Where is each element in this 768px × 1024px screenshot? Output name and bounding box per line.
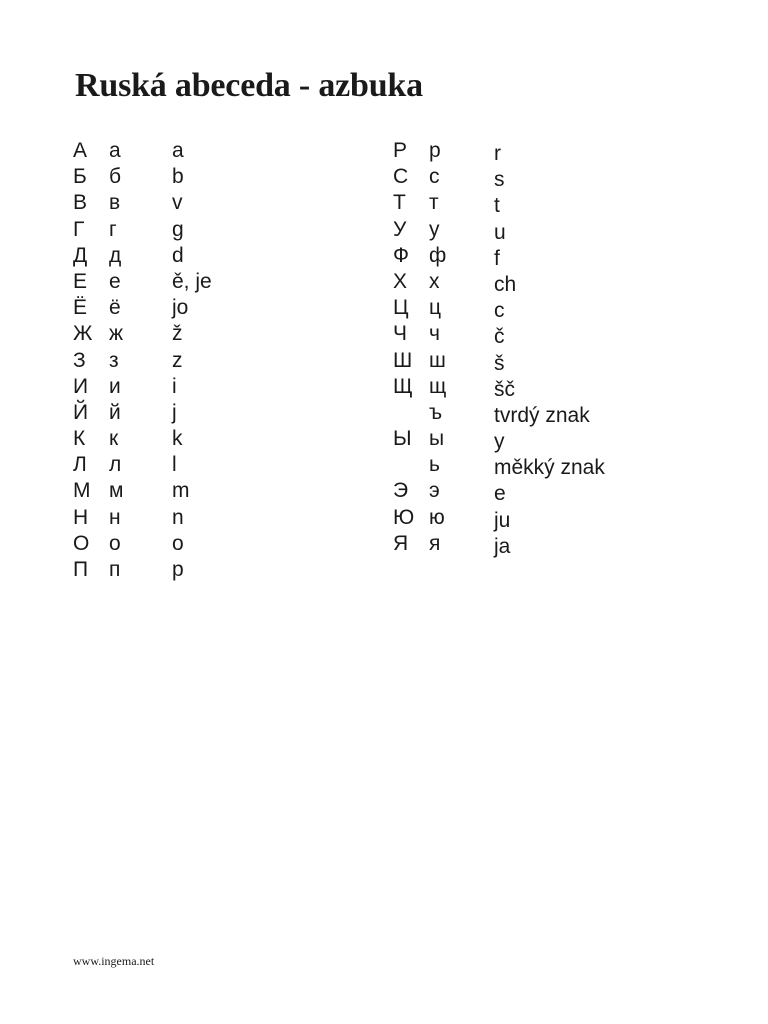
- uppercase-letter: Н: [73, 505, 89, 529]
- uppercase-letter: Ч: [393, 322, 407, 346]
- uppercase-letter: В: [73, 191, 88, 215]
- footer-url: www.ingema.net: [73, 954, 155, 968]
- lowercase-letter: е: [109, 269, 121, 293]
- transliteration: z: [172, 348, 183, 372]
- uppercase-letter: Г: [73, 217, 85, 241]
- lowercase-letter: д: [109, 243, 122, 267]
- uppercase-letter: Л: [73, 453, 87, 477]
- uppercase-letter: Ё: [73, 296, 88, 320]
- transliteration: p: [172, 558, 184, 581]
- lowercase-letter: к: [109, 427, 119, 451]
- lowercase-letter: о: [109, 531, 121, 555]
- transliteration: k: [172, 427, 183, 451]
- lowercase-letter: щ: [429, 374, 447, 398]
- transliteration: o: [172, 531, 184, 555]
- lowercase-letter: п: [109, 558, 121, 581]
- lowercase-letter: с: [429, 165, 440, 189]
- lowercase-letter: ю: [429, 505, 445, 529]
- transliteration: t: [494, 194, 500, 218]
- transliteration: č: [494, 325, 505, 349]
- transliteration: b: [172, 165, 184, 189]
- transliteration: e: [494, 482, 506, 506]
- uppercase-letter: Ц: [393, 296, 409, 320]
- lowercase-letter: я: [429, 531, 441, 555]
- uppercase-letter: Х: [393, 269, 408, 293]
- transliteration: v: [172, 191, 183, 215]
- transliteration: tvrdý znak: [494, 403, 590, 427]
- page-title: Ruská abeceda - azbuka: [75, 67, 423, 104]
- uppercase-letter: Е: [73, 269, 88, 293]
- transliteration: u: [494, 220, 506, 244]
- transliteration: ch: [494, 272, 517, 296]
- lowercase-letter: ф: [429, 243, 447, 267]
- transliteration: š: [494, 351, 505, 375]
- lowercase-letter: ц: [429, 296, 442, 320]
- uppercase-letter: Ы: [393, 427, 412, 451]
- transliteration: měkký znak: [494, 456, 605, 480]
- transliteration: i: [172, 374, 177, 398]
- uppercase-letter: Ф: [393, 243, 409, 267]
- uppercase-letter: И: [73, 374, 89, 398]
- lowercase-letter: ж: [109, 322, 124, 346]
- lowercase-letter: л: [109, 453, 122, 477]
- uppercase-letter: М: [73, 479, 91, 503]
- transliteration: jo: [172, 296, 189, 320]
- uppercase-letter: У: [393, 217, 407, 241]
- lowercase-letter: в: [109, 191, 121, 215]
- uppercase-letter: Й: [73, 400, 89, 424]
- uppercase-letter: Д: [73, 243, 88, 267]
- lowercase-letter: ё: [109, 296, 121, 320]
- transliteration: šč: [494, 377, 515, 401]
- transliteration: l: [172, 453, 177, 477]
- lowercase-letter: н: [109, 505, 121, 529]
- uppercase-letter: О: [73, 531, 90, 555]
- uppercase-letter: Щ: [393, 374, 413, 398]
- transliteration: ju: [494, 508, 511, 532]
- transliteration: n: [172, 505, 184, 529]
- lowercase-letter: ъ: [429, 400, 443, 424]
- lowercase-letter: ь: [429, 453, 440, 477]
- lowercase-letter: т: [429, 191, 439, 215]
- uppercase-letter: С: [393, 165, 409, 189]
- lowercase-letter: х: [429, 269, 440, 293]
- lowercase-letter: р: [429, 139, 441, 162]
- lowercase-letter: ч: [429, 322, 440, 346]
- lowercase-letter: у: [429, 217, 440, 241]
- transliteration: ě, je: [172, 269, 212, 293]
- uppercase-letter: Б: [73, 165, 87, 189]
- lowercase-letter: ш: [429, 348, 446, 372]
- transliteration: g: [172, 217, 184, 241]
- lowercase-letter: г: [109, 217, 117, 241]
- lowercase-letter: м: [109, 479, 124, 503]
- lowercase-letter: э: [429, 479, 440, 503]
- uppercase-letter: Я: [393, 531, 409, 555]
- transliteration: a: [172, 139, 184, 162]
- transliteration: m: [172, 479, 190, 503]
- lowercase-letter: з: [109, 348, 119, 372]
- transliteration: ja: [494, 534, 511, 558]
- uppercase-letter: Р: [393, 139, 408, 162]
- lowercase-letter: и: [109, 374, 121, 398]
- uppercase-letter: П: [73, 558, 89, 581]
- uppercase-letter: З: [73, 348, 86, 372]
- uppercase-letter: Т: [393, 191, 406, 215]
- transliteration: s: [494, 168, 505, 192]
- uppercase-letter: Ш: [393, 348, 413, 372]
- transliteration: ž: [172, 322, 183, 346]
- uppercase-letter: Ж: [73, 322, 93, 346]
- transliteration: d: [172, 243, 184, 267]
- lowercase-letter: б: [109, 165, 122, 189]
- lowercase-letter: ы: [429, 427, 445, 451]
- transliteration: y: [494, 430, 505, 454]
- uppercase-letter: Э: [393, 479, 409, 503]
- uppercase-letter: К: [73, 427, 86, 451]
- uppercase-letter: А: [73, 139, 88, 162]
- uppercase-letter: Ю: [393, 505, 415, 529]
- transliteration: r: [494, 142, 501, 165]
- transliteration: f: [494, 246, 500, 270]
- lowercase-letter: й: [109, 400, 121, 424]
- transliteration: c: [494, 299, 505, 323]
- transliteration: j: [172, 400, 177, 424]
- lowercase-letter: а: [109, 139, 121, 162]
